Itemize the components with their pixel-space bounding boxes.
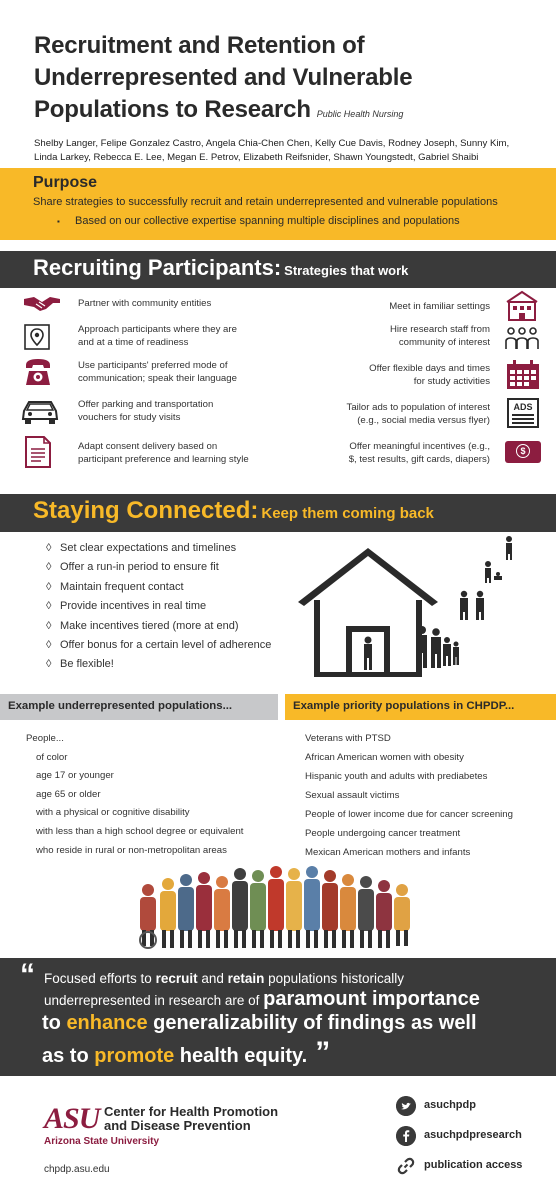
twitter-handle: asuchpdp [424,1099,476,1111]
list-item: age 17 or younger [36,770,114,782]
title-line-1: Recruitment and Retention of [34,32,365,59]
list-item: who reside in rural or non-metropolitan areas [36,844,227,856]
handshake-icon [22,293,62,313]
twitter-icon [396,1096,416,1116]
title-line-3 [34,94,534,130]
poster-title [34,30,534,130]
quote-text-1: Focused efforts to [44,971,156,986]
quote-to: to [42,1012,67,1034]
footer [0,1082,556,1200]
priority-list [305,729,545,862]
list-item: with a physical or cognitive disability [36,807,190,819]
strategy-left-5 [78,440,278,466]
purpose-bullet [33,214,556,229]
purpose-text: Share strategies to successfully recruit and retain underrepresented and vulnerable populations [33,196,498,208]
list-item: People undergoing cancer treatment [305,828,461,839]
facebook-handle: asuchpdpresearch [424,1129,522,1141]
university-name: Arizona State University [44,1136,160,1147]
twitter-link[interactable] [396,1096,556,1122]
recruiting-heading: Recruiting Participants: [33,255,282,280]
document-icon [24,435,52,469]
quote-text-4: underrepresented in research are of [44,993,264,1008]
quote-text-2: and [197,971,228,986]
list-item: ◊ Make incentives tiered (more at end) [46,617,316,636]
purpose-heading: Purpose [33,174,98,191]
quote-retain: retain [227,971,265,986]
strategy-left-5-line2: participant preference and learning style [78,454,249,465]
ads-icon-line [512,414,534,416]
calendar-icon [506,360,540,390]
title-line-2: Underrepresented and Vulnerable [34,64,413,91]
list-item: Hispanic youth and adults with prediabetes [305,771,488,782]
list-item: ◊ Provide incentives in real time [46,597,316,616]
list-item: African American women with obesity [305,752,464,763]
quote-paramount: paramount importance [263,988,480,1010]
strategy-left-5-line1: Adapt consent delivery based on [78,441,218,452]
people-group-icon [504,325,540,351]
strategy-left-4-line2: vouchers for study visits [78,412,181,423]
strategy-left-1-text: Partner with community entities [78,298,212,309]
facebook-icon [396,1126,416,1146]
asu-logo[interactable] [44,1102,279,1147]
strategy-right-1-text: Meet in familiar settings [389,301,490,312]
website-link[interactable]: chpdp.asu.edu [44,1164,110,1175]
org-name-line-1: Center for Health Promotion [104,1104,279,1119]
publication-link[interactable] [396,1156,556,1182]
purpose-bullet-text: Based on our collective expertise spanning multiple disciplines and populations [75,215,460,227]
list-item: ◊ Set clear expectations and timelines [46,539,316,558]
map-pin-icon [24,324,50,350]
ads-icon-label: ADS [513,402,533,412]
strategy-right-4-line2: (e.g., social media versus flyer) [357,415,490,426]
facebook-link[interactable] [396,1126,556,1152]
quote-text-3: populations historically [264,971,404,986]
strategy-left-2 [78,323,278,349]
title-line-3-text: Populations to Research [34,96,311,123]
quote-section [0,958,556,1076]
underrepresented-heading: Example underrepresented populations... [0,694,278,720]
strategy-left-4 [78,398,278,424]
connected-subheading: Keep them coming back [261,505,434,522]
quote-text-5: generalizability of findings as well [147,1012,477,1034]
strategy-right-5-line1: Offer meaningful incentives (e.g., [349,441,490,452]
strategy-right-3-line2: for study activities [413,376,490,387]
link-icon [396,1156,416,1176]
strategy-left-3 [78,359,278,385]
underrepresented-list [26,730,286,860]
priority-heading: Example priority populations in CHPDP... [285,694,556,720]
strategy-right-2-line2: community of interest [398,337,490,348]
list-item: ◊ Maintain frequent contact [46,578,316,597]
org-name [104,1105,324,1133]
list-item: ◊ Offer a run-in period to ensure fit [46,558,316,577]
strategy-right-4 [290,401,490,427]
strategy-right-2-line1: Hire research staff from [389,324,490,335]
strategy-right-3 [290,362,490,388]
list-item: People of lower income due for cancer screening [305,809,513,820]
list-item: Sexual assault victims [305,790,400,801]
strategy-right-4-line1: Tailor ads to population of interest [346,402,490,413]
strategy-left-4-line1: Offer parking and transportation [78,399,214,410]
connected-list [46,539,316,675]
ads-icon [507,398,539,428]
house-illustration [290,532,540,684]
purpose-section [0,168,556,240]
quote-enhance: enhance [66,1012,148,1034]
list-item: of color [36,751,68,763]
strategy-right-3-line1: Offer flexible days and times [369,363,490,374]
strategy-right-2 [290,323,490,349]
quote-recruit: recruit [155,971,198,986]
money-icon-symbol: $ [516,444,530,458]
quote-text-6: health equity. [174,1045,308,1067]
list-item: age 65 or older [36,788,101,800]
ads-icon-line [512,422,534,424]
list-item: Veterans with PTSD [305,733,391,744]
authors-line-1: Shelby Langer, Felipe Gonzalez Castro, Angela Chia-Chen Chen, Kelly Cue Davis, Rodney Joseph, Sunny Kim, [34,138,510,149]
money-icon [505,441,541,463]
strategy-left-1 [78,297,278,310]
ads-icon-line [512,418,534,420]
authors [34,137,544,165]
car-icon [20,397,60,425]
strategy-left-2-line2: and at a time of readiness [78,337,189,348]
recruiting-subheading: Strategies that work [284,263,409,278]
connected-heading: Staying Connected: [33,497,259,524]
publication-access-label: publication access [424,1159,523,1171]
list-item: ◊ Offer bonus for a certain level of adherence [46,636,316,655]
strategy-right-5-line2: $, test results, gift cards, diapers) [348,454,490,465]
list-item: Mexican American mothers and infants [305,847,471,858]
quote-promote: promote [94,1045,175,1067]
underrepresented-intro: People... [26,733,64,744]
open-quote-mark: “ [20,958,35,991]
list-item: with less than a high school degree or equivalent [36,825,244,837]
strategy-right-1 [290,300,490,313]
strategy-right-5 [290,440,490,466]
org-name-line-2: and Disease Prevention [104,1118,251,1133]
list-item: ◊ Be flexible! [46,655,316,674]
authors-line-2: Linda Larkey, Rebecca E. Lee, Megan E. Petrov, Elizabeth Reifsnider, Shawn Youngstedt, Gabriel Shaibi [34,152,479,163]
close-quote-mark: ” [315,1036,331,1069]
crowd-illustration [128,860,428,952]
strategy-left-2-line1: Approach participants where they are [78,324,237,335]
strategy-left-3-line2: communication; speak their language [78,373,237,384]
connected-band [0,494,556,532]
telephone-icon [24,357,52,387]
title-block [34,30,534,130]
quote-as-to: as to [42,1045,95,1067]
asu-logo-mark: ASU [44,1102,100,1135]
building-icon [505,290,539,322]
recruiting-band [0,251,556,288]
journal-name: Public Health Nursing [316,109,404,119]
strategy-left-3-line1: Use participants' preferred mode of [78,360,228,371]
